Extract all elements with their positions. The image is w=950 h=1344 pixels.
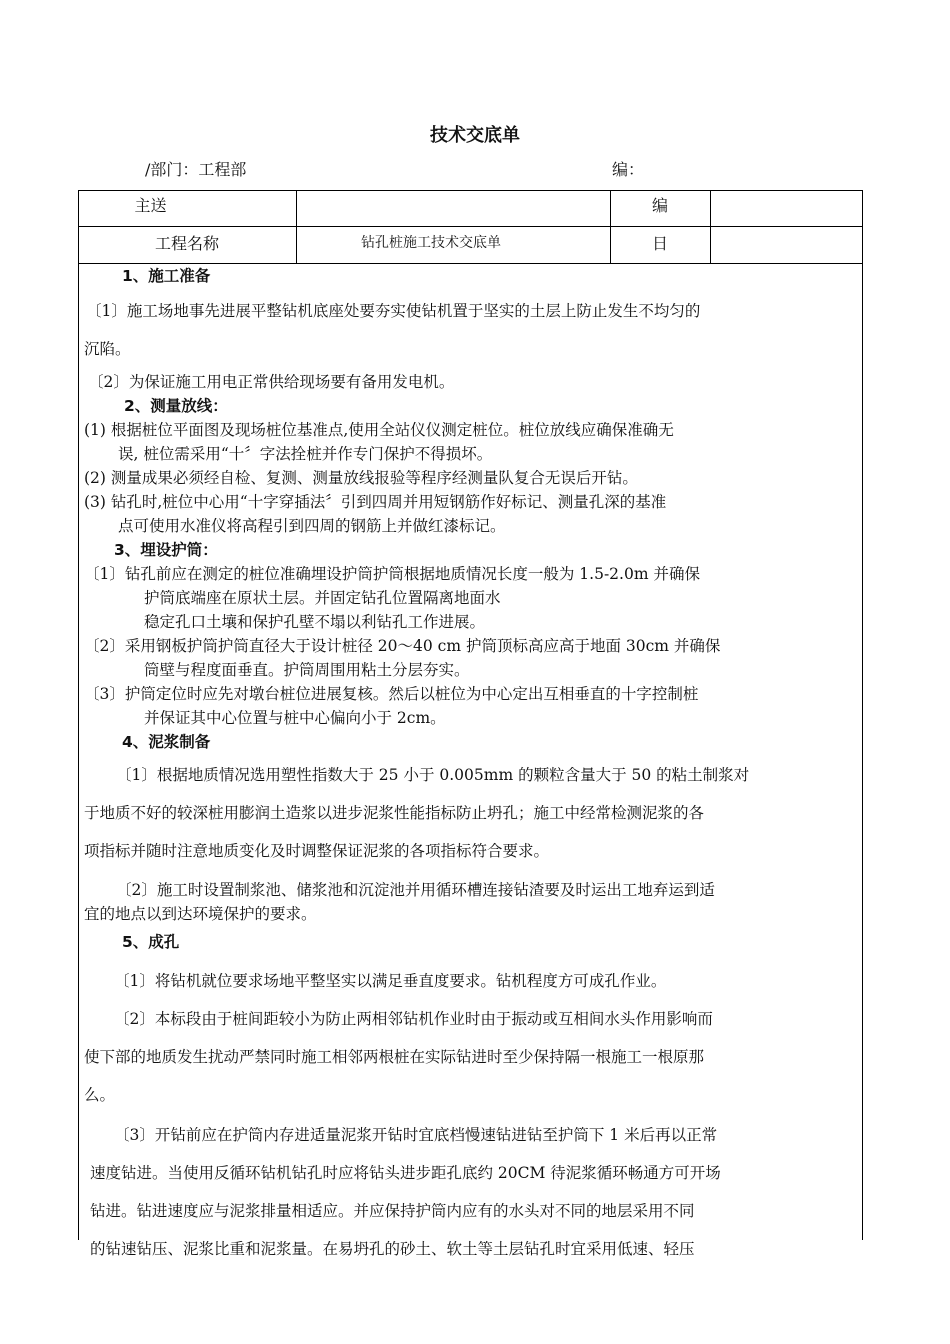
table-divider [78,226,863,227]
paragraph-line: 并保证其中心位置与桩中心偏向小于 2cm。 [144,709,446,727]
paragraph-line: (3) 钻孔时,桩位中心用“十字穿插法〞引到四周并用短钢筋作好标记、测量孔深的基准 [84,493,667,511]
department-label: /部门：工程部 [145,160,247,179]
paragraph-line: 的钻速钻压、泥浆比重和泥浆量。在易坍孔的砂土、软土等土层钻孔时宜采用低速、轻压 [90,1240,695,1258]
paragraph-line: 使下部的地质发生扰动严禁同时施工相邻两根桩在实际钻进时至少保持隔一根施工一根原那 [84,1048,705,1066]
paragraph-line: 〔3〕护筒定位时应先对墩台桩位进展复核。然后以桩位为中心定出互相垂直的十字控制桩 [84,685,699,703]
table-divider [710,190,711,263]
project-name-value: 钻孔桩施工技术交底单 [361,235,501,251]
paragraph-line: 宜的地点以到达环境保护的要求。 [84,905,317,923]
document-number-label: 编： [612,160,645,179]
paragraph-line: 〔1〕将钻机就位要求场地平整坚实以满足垂直度要求。钻机程度方可成孔作业。 [114,972,667,990]
section-heading: 2、测量放线： [124,397,228,415]
recipient-label: 主送 [134,196,167,215]
section-heading: 3、埋设护筒： [114,541,218,559]
section-heading: 4、泥浆制备 [122,733,211,751]
date-label: 日 [651,234,668,253]
table-divider [296,190,297,263]
paragraph-line: 筒壁与程度面垂直。护筒周围用粘土分层夯实。 [144,661,470,679]
paragraph-line: 么。 [84,1086,116,1104]
paragraph-line: 钻进。钻进速度应与泥浆排量相适应。并应保持护筒内应有的水头对不同的地层采用不同 [90,1202,695,1220]
paragraph-line: (1) 根据桩位平面图及现场桩位基准点,使用全站仪仪测定桩位。桩位放线应确保准确无 [84,421,674,439]
paragraph-line: 沉陷。 [84,340,131,358]
paragraph-line: 〔2〕施工时设置制浆池、储浆池和沉淀池并用循环槽连接钻渣要及时运出工地弃运到适 [116,881,715,899]
project-name-label: 工程名称 [154,234,219,253]
paragraph-line: 于地质不好的较深桩用膨润土造浆以进步泥浆性能指标防止坍孔；施工中经常检测泥浆的各 [84,804,705,822]
paragraph-line: 〔1〕施工场地事先进展平整钻机底座处要夯实使钻机置于坚实的土层上防止发生不均匀的 [86,302,701,320]
paragraph-line: 〔2〕为保证施工用电正常供给现场要有备用发电机。 [88,373,455,391]
paragraph-line: 〔2〕采用钢板护筒护筒直径大于设计桩径 20～40 cm 护筒顶标高应高于地面 30cm 并确保 [84,637,721,655]
paragraph-line: 〔1〕钻孔前应在测定的桩位准确埋设护筒护筒根据地质情况长度一般为 1.5-2.0m 并确保 [84,565,700,583]
paragraph-line: 点可使用水准仪将高程引到四周的钢筋上并做红漆标记。 [118,517,506,535]
paragraph-line: (2) 测量成果必须经自检、复测、测量放线报验等程序经测量队复合无误后开钻。 [84,469,638,487]
paragraph-line: 误, 桩位需采用“十〞字法拴桩并作专门保护不得损坏。 [118,445,493,463]
paragraph-line: 稳定孔口土壤和保护孔壁不塌以利钻孔工作进展。 [144,613,486,631]
section-heading: 5、成孔 [122,933,180,951]
paragraph-line: 护筒底端座在原状土层。并固定钻孔位置隔离地面水 [144,589,501,607]
paragraph-line: 〔3〕开钻前应在护筒内存进适量泥浆开钻时宜底档慢速钻进钻至护筒下 1 米后再以正常 [114,1126,718,1144]
paragraph-line: 项指标并随时注意地质变化及时调整保证泥浆的各项指标符合要求。 [84,842,550,860]
document-body [84,264,856,1268]
paragraph-line: 〔2〕本标段由于桩间距较小为防止两相邻钻机作业时由于振动或互相间水头作用影响而 [114,1010,713,1028]
number-label: 编 [651,196,668,215]
paragraph-line: 〔1〕根据地质情况选用塑性指数大于 25 小于 0.005mm 的颗粒含量大于 50 的粘土制浆对 [116,766,750,784]
document-title: 技术交底单 [430,125,520,146]
section-heading: 1、施工准备 [122,267,211,285]
paragraph-line: 速度钻进。当使用反循环钻机钻孔时应将钻头进步距孔底约 20CM 待泥浆循环畅通方可开场 [90,1164,721,1182]
